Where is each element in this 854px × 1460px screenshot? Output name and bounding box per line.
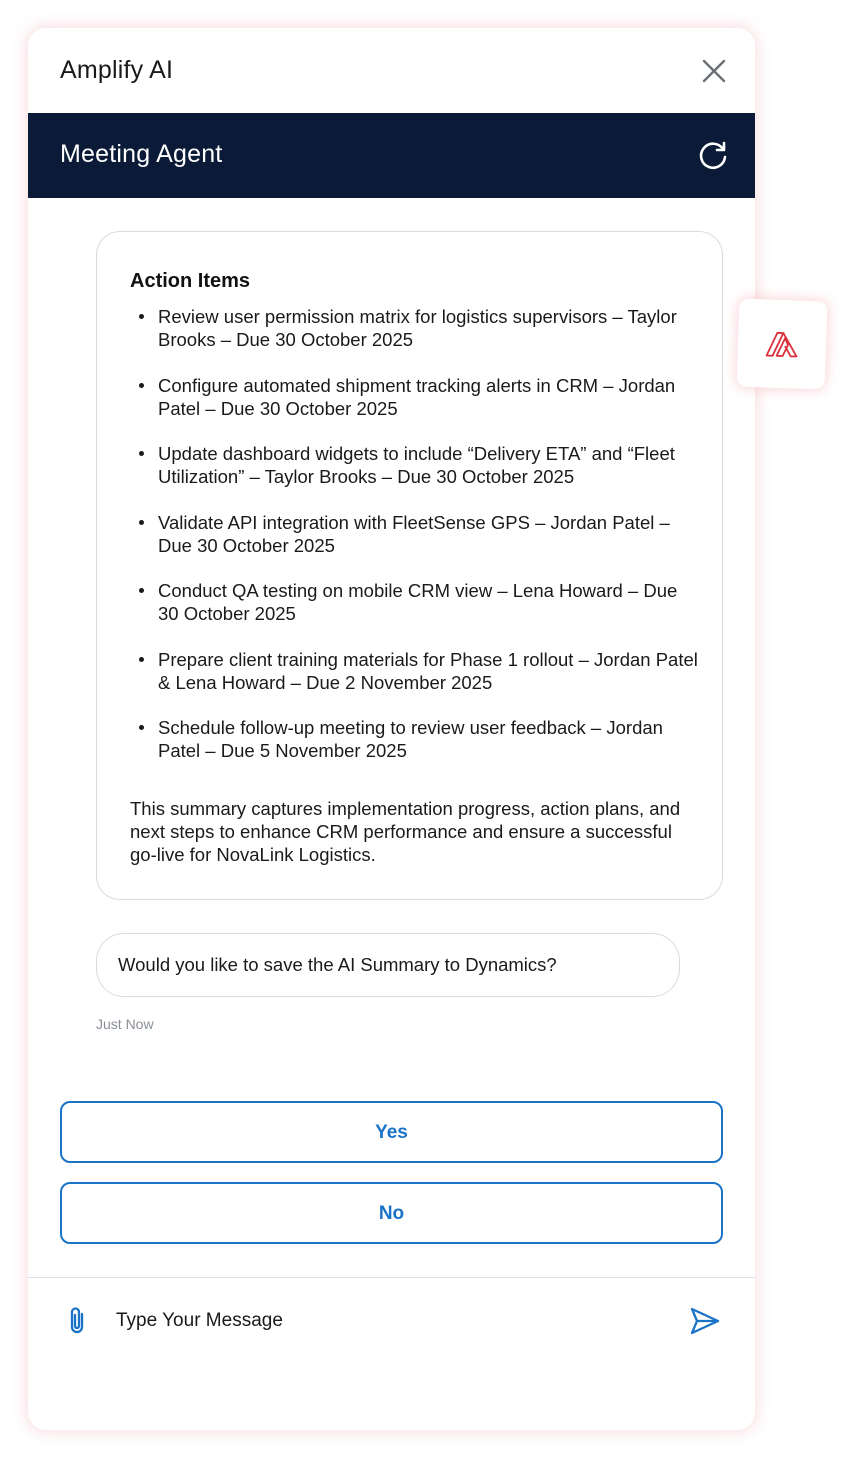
summary-message-card: [96, 231, 723, 900]
action-item: Conduct QA testing on mobile CRM view – Lena Howard – Due 30 October 2025: [130, 579, 700, 625]
no-button[interactable]: No: [60, 1182, 723, 1244]
action-item: Update dashboard widgets to include “Delivery ETA” and “Fleet Utilization” – Taylor Brooks – Due 30 October 2025: [130, 442, 700, 488]
action-items-list: [130, 305, 700, 785]
amplify-launcher-button[interactable]: [736, 298, 827, 389]
action-item: Review user permission matrix for logistics supervisors – Taylor Brooks – Due 30 October 2025: [130, 305, 700, 351]
app-header: [28, 28, 755, 113]
action-item: Schedule follow-up meeting to review user feedback – Jordan Patel – Due 5 November 2025: [130, 716, 700, 762]
composer-divider: [28, 1277, 755, 1278]
close-button[interactable]: [699, 56, 729, 86]
question-message-bubble: [96, 933, 680, 997]
summary-heading: Action Items: [130, 270, 251, 292]
action-item: Validate API integration with FleetSense GPS – Jordan Patel – Due 30 October 2025: [130, 511, 700, 557]
refresh-icon: [697, 140, 729, 172]
close-icon: [699, 56, 729, 86]
app-title: Amplify AI: [60, 56, 174, 84]
question-text: Would you like to save the AI Summary to Dynamics?: [118, 954, 557, 975]
message-timestamp: Just Now: [96, 1016, 154, 1032]
action-item: Configure automated shipment tracking alerts in CRM – Jordan Patel – Due 30 October 2025: [130, 374, 700, 420]
agent-header: [28, 113, 755, 198]
message-input[interactable]: [116, 1306, 666, 1336]
send-button[interactable]: [688, 1304, 722, 1338]
agent-title: Meeting Agent: [60, 140, 223, 168]
chat-panel: [28, 28, 755, 1430]
attach-button[interactable]: [64, 1305, 90, 1337]
send-icon: [688, 1304, 722, 1338]
refresh-button[interactable]: [697, 140, 729, 172]
amplify-logo-icon: [763, 327, 800, 360]
action-item: Prepare client training materials for Phase 1 rollout – Jordan Patel & Lena Howard – Due 2 November 2025: [130, 648, 700, 694]
yes-button[interactable]: Yes: [60, 1101, 723, 1163]
summary-footer-text: This summary captures implementation progress, action plans, and next steps to enhance CRM performance and ensure a successful go-live for NovaLink Logistics.: [130, 798, 681, 865]
paperclip-icon: [64, 1305, 90, 1337]
